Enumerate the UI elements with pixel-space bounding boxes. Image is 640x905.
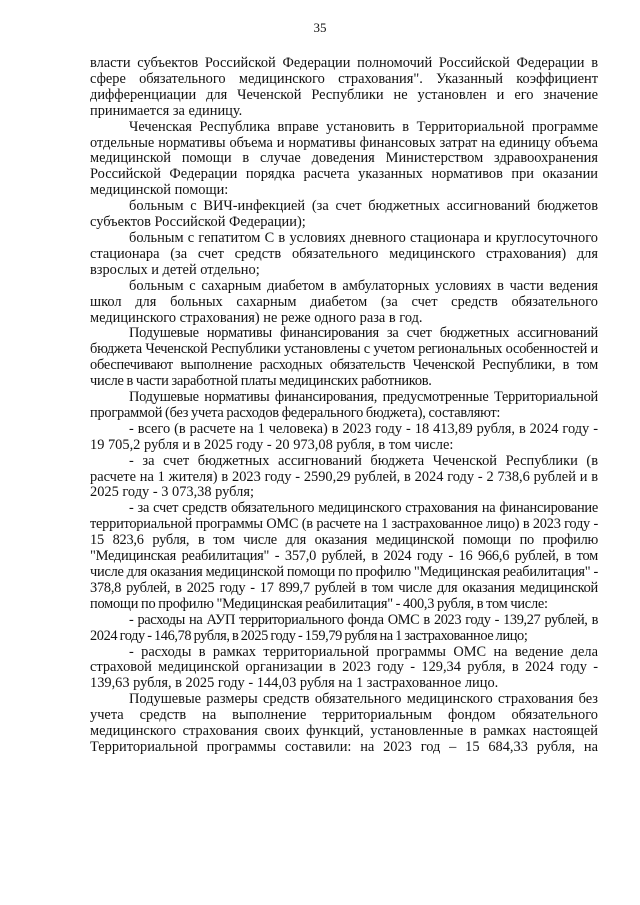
paragraph-hiv-patients: больным с ВИЧ-инфекцией (за счет бюджетных ассигнований бюджетов субъектов Российской Федерации);: [90, 198, 598, 231]
paragraph-budget-norms: Подушевые нормативы финансирования за счет бюджетных ассигнований бюджета Чеченской Республики установлены с учетом региональных особенностей и обеспечивают выполнение расходных обязательств Чеченской Республики, в том числе в части заработной платы медицинских работников.: [90, 325, 598, 390]
paragraph-regional-budget: - за счет бюджетных ассигнований бюджета Чеченской Республики (в расчете на 1 жителя) в 2023 году - 2590,29 рублей, в 2024 году - 2 738,6 рублей и в 2025 году - 3 073,38 рубля;: [90, 452, 598, 501]
paragraph-diabetes-patients: больным с сахарным диабетом в амбулаторных условиях в части ведения школ для больных сахарным диабетом (за счет средств обязательного медицинского страхования) не реже одного раза в год.: [90, 277, 598, 326]
paragraph-per-capita-norms-intro: Подушевые нормативы финансирования, предусмотренные Территориальной программой (без учета расходов федерального бюджета), составляют:: [90, 389, 598, 421]
paragraph-total-per-person: - всего (в расчете на 1 человека) в 2023 году - 18 413,89 рубля, в 2024 году - 19 705,2 рубля и в 2025 году - 20 973,08 рубля, в том числе:: [90, 420, 598, 453]
document-body: [90, 56, 598, 756]
paragraph-insurance-org-expenses: - расходы в рамках территориальной программы ОМС на ведение дела страховой медицинской организации в 2023 году - 129,34 рубля, в 2024 году - 139,63 рубля, в 2025 году - 144,03 рубля на 1 застрахованное лицо.: [90, 643, 598, 692]
paragraph-chechen-republic-rights: Чеченская Республика вправе установить в Территориальной программе отдельные нормативы объема и нормативы финансовых затрат на единицу объема медицинской помощи в случае доведения Министерством здравоохранения Российской Федерации порядка расчета указанных нормативов при оказании медицинской помощи:: [90, 118, 598, 199]
paragraph-coefficient: власти субъектов Российской Федерации полномочий Российской Федерации в сфере обязательного медицинского страхования". Указанный коэффициент дифференциации для Чеченской Республики не установлен и его значение принимается за единицу.: [90, 55, 598, 119]
paragraph-hepatitis-patients: больным с гепатитом С в условиях дневного стационара и круглосуточного стационара (за счет средств обязательного медицинского страхования) для взрослых и детей отдельно;: [90, 229, 598, 278]
paragraph-oms-funds: - за счет средств обязательного медицинского страхования на финансирование территориальной программы ОМС (в расчете на 1 застрахованное лицо) в 2023 году - 15 823,6 рубля, в том числе для оказания медицинской помощи по профилю "Медицинская реабилитация" - 357,0 рублей, в 2024 году - 16 966,6 рублей, в том числе для оказания медицинской помощи по профилю "Медицинская реабилитация" - 378,8 рублей, в 2025 году - 17 899,7 рублей в том числе для оказания медицинской помощи по профилю "Медицинская реабилитация" - 400,3 рубля, в том числе:: [90, 500, 598, 612]
paragraph-aup-expenses: - расходы на АУП территориального фонда ОМС в 2023 году - 139,27 рублей, в 2024 году - 146,78 рубля, в 2025 году - 159,79 рубля на 1 застрахованное лицо;: [90, 611, 598, 644]
paragraph-per-capita-sizes: Подушевые размеры средств обязательного медицинского страхования без учета средств на выполнение территориальным фондом обязательного медицинского страхования своих функций, установленные в рамках настоящей Территориальной программы составили: на 2023 год – 15 684,33 рубля, на: [90, 691, 598, 755]
page-number: 35: [313, 20, 327, 35]
